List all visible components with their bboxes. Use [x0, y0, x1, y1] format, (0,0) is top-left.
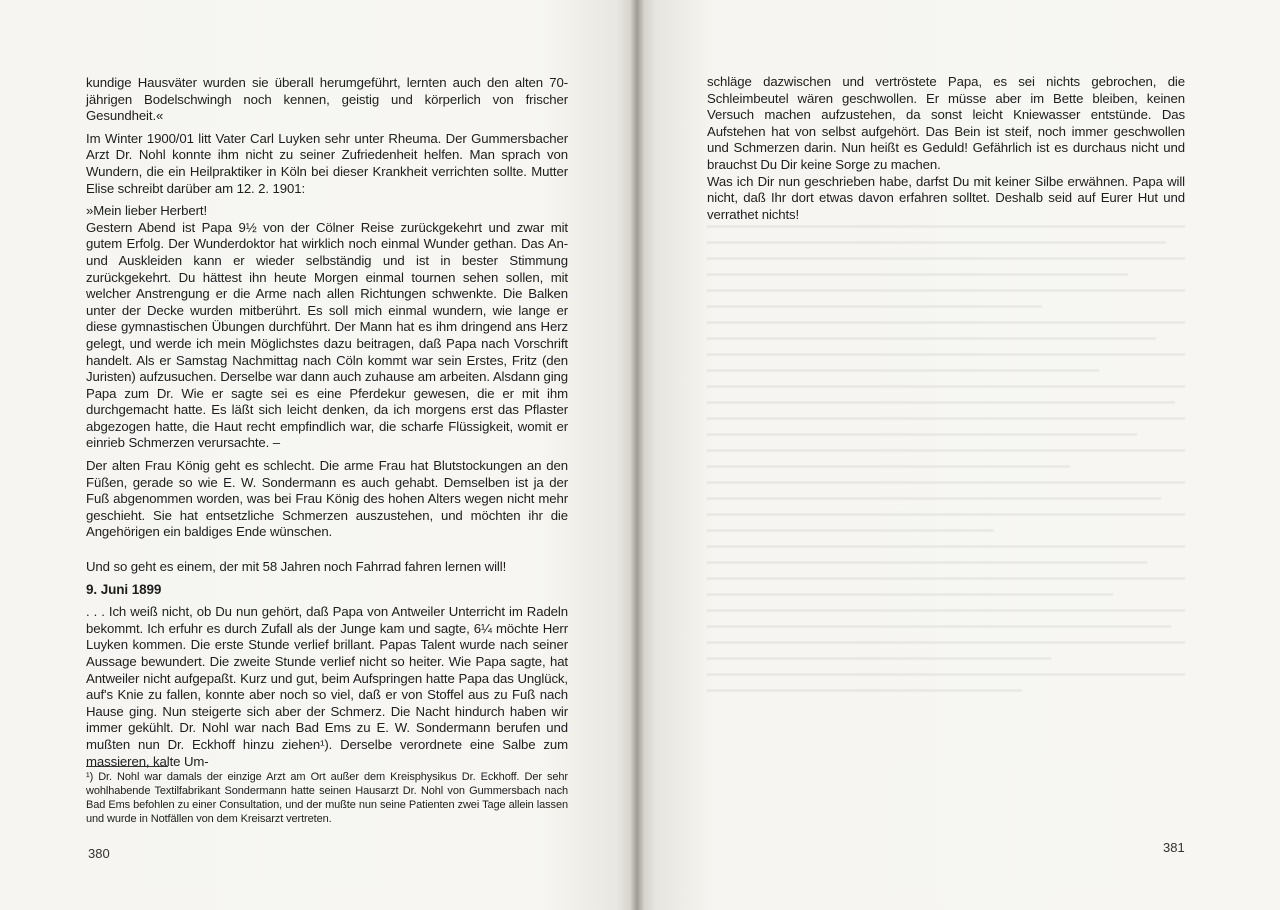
paragraph: Was ich Dir nun geschrieben habe, darfst Du mit keiner Silbe erwähnen. Papa will nicht, daß Ihr dort etwas davon erfahren solltet. Deshalb seid auf Eurer Hut und verrathet nichts!: [707, 173, 1185, 222]
paragraph: Und so geht es einem, der mit 58 Jahren noch Fahrrad fahren lernen will!: [86, 559, 507, 575]
footnote: ¹) Dr. Nohl war damals der einzige Arzt am Ort außer dem Kreisphysikus Dr. Eckhoff. Der sehr wohlhabende Textilfabrikant Sondermann hatte seinen Hausarzt Dr. Nohl von Gummersbach nach Bad Ems befohlen zu einer Consultation, und der mußte nun seine Patienten zwei Tage allein lassen und wurde in Notfällen von dem Kreisarzt vertreten.: [86, 771, 568, 825]
letter-paragraph: »Mein lieber Herbert! Gestern Abend ist Papa 9½ von der Cölner Reise zurückgekehrt und zwar mit gutem Erfolg. Der Wunderdoktor hat wirklich noch einmal Wunder gethan. Das An- und Auskleiden kann er wieder selbständig und ist in bester Stimmung zurückgekehrt. Du hättest ihn heute Morgen einmal tournen sehen sollen, mit welcher Anstrengung er die Arme nach allen Richtungen schwenkte. Die Balken unter der Decke wurden mitberührt. Es soll mich einmal wundern, wie lange er diese gymnastischen Übungen durchführt. Der Mann hat es ihm dringend ans Herz gelegt, und werde ich mein Möglichstes dazu beitragen, daß Papa nach Vorschrift handelt. Als er Samstag Nachmittag nach Cöln kommt war sein Erstes, Fritz (den Juristen) aufzusuchen. Derselbe war dann auch zuhause am arbeiten. Alsdann ging Papa zum Dr. Wie er sagte sei es eine Pferdekur gewesen, die er mit ihm durchgemacht hatte. Es läßt sich leicht denken, da ich morgens erst das Pflaster abgezogen hatte, die Haut recht empfindlich war, die scharfe Flüssigkeit, womit er einrieb Schmerzen verursachte. –: [86, 203, 568, 451]
book-gutter: [630, 0, 644, 910]
page-number-right: 381: [1163, 840, 1185, 855]
page-number-left: 380: [88, 846, 110, 861]
paragraph: Im Winter 1900/01 litt Vater Carl Luyken sehr unter Rheuma. Der Gummersbacher Arzt Dr. Nohl konnte ihm nicht zu seiner Zufriedenheit helfen. Man sprach von Wundern, die ein Heilpraktiker in Köln bei dieser Krankheit verrichten sollte. Mutter Elise schreibt darüber am 12. 2. 1901:: [86, 130, 568, 196]
footnote-divider: [86, 766, 168, 767]
paragraph: schläge dazwischen und vertröstete Papa, es sei nichts gebrochen, die Schleimbeutel wären geschwollen. Er müsse aber im Bette bleiben, keinen Versuch machen aufzustehen, da sonst leicht Kniewasser entstünde. Das Aufstehen hat von selbst aufgehört. Das Bein ist steif, noch immer geschwollen und Schmerzen darin. Nun heißt es Geduld! Gefährlich ist es durchaus nicht und brauchst Du Dir keine Sorge zu machen.: [707, 74, 1185, 172]
section-heading: 9. Juni 1899: [86, 581, 162, 597]
paragraph: . . . Ich weiß nicht, ob Du nun gehört, daß Papa von Antweiler Unterricht im Radeln bekommt. Ich erfuhr es durch Zufall als der Junge kam und sagte, 6¼ möchte Herr Luyken kommen. Die erste Stunde verlief brillant. Papas Talent wurde nach seiner Aussage bewundert. Die zweite Stunde verlief nicht so heiter. Wie Papa sagte, hat Antweiler nicht aufgepaßt. Kurz und gut, beim Aufspringen hatte Papa das Unglück, auf's Knie zu fallen, konnte aber noch so viel, daß er von Stoffel aus zu Fuß nach Hause ging. Nun steigerte sich aber der Schmerz. Die Nacht hindurch haben wir immer gekühlt. Dr. Nohl war nach Bad Ems zu E. W. Sondermann berufen und mußten nun Dr. Eckhoff hinzu ziehen¹). Derselbe verordnete eine Salbe zum massieren, kalte Um-: [86, 604, 568, 769]
paragraph: kundige Hausväter wurden sie überall herumgeführt, lernten auch den alten 70-jährigen Bodelschwingh noch kennen, geistig und körperlich von frischer Gesundheit.«: [86, 75, 568, 124]
left-page-body: [86, 75, 568, 776]
paragraph: Der alten Frau König geht es schlecht. Die arme Frau hat Blutstockungen an den Füßen, gerade so wie E. W. Sondermann es auch gehabt. Demselben ist ja der Fuß abgenommen worden, was bei Frau König des hohen Alters wegen nicht mehr geschieht. Sie hat entsetzliche Schmerzen auszustehen, und möchten ihr die Angehörigen ein baldiges Ende wünschen.: [86, 458, 568, 540]
right-page-body: [707, 74, 1185, 229]
